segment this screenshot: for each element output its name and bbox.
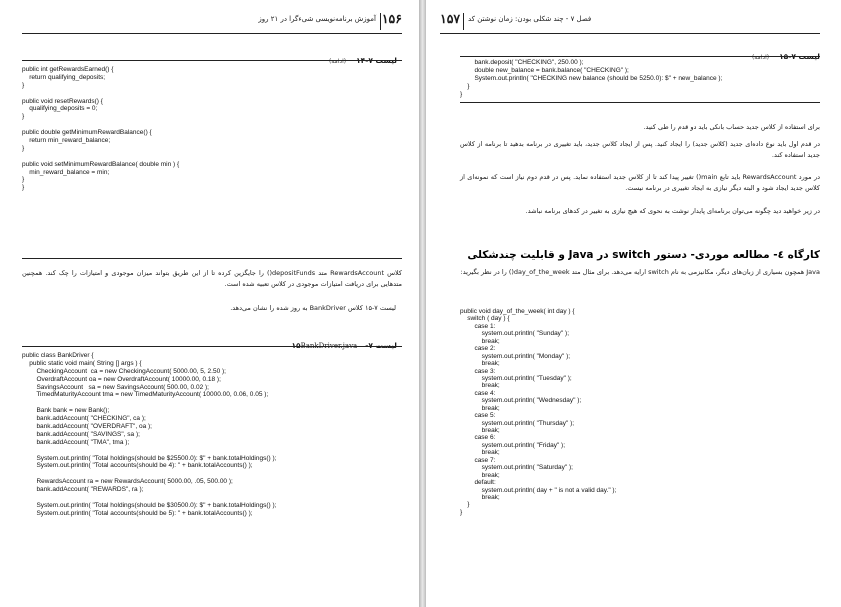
code-line: break;: [460, 427, 500, 434]
code-line: break;: [460, 449, 500, 457]
code-line: [22, 470, 276, 478]
code-line: case 6:: [460, 434, 496, 442]
right-page-number: ۱۵۷: [440, 11, 461, 26]
header-divider: [380, 13, 381, 30]
code-line: qualifying_deposits = 0;: [22, 105, 98, 113]
code-line: case 7:: [460, 456, 496, 464]
listing-15-code: [22, 352, 276, 518]
code-line: }: [22, 81, 25, 89]
code-line: break;: [460, 337, 500, 345]
code-line: switch ( day ) {: [460, 315, 510, 323]
switch-intro-paragraph: Java همچون بسیاری از زبان‌های دیگر، مکانیزمی به نام switch ارایه می‌دهد. برای مثال متد day_of_the_week() را در نظر بگیرید:: [460, 268, 820, 276]
right-header-title: فصل ۷ - چند شکلی بودن: زمان نوشتن کد: [468, 15, 592, 23]
code-line: break;: [460, 360, 500, 368]
code-line: system.out.println( "Thursday" );: [460, 419, 575, 427]
code-line: min_reward_balance = min;: [22, 168, 110, 176]
code-line: public double getMinimumRewardBalance() {: [22, 129, 152, 137]
left-paragraph-1: کلاس RewardsAccount متد depositFunds() را جایگزین کرده تا از این طریق بتواند میزان موجودی و امتیازات را چک کند. همچنین متدهایی برای دریافت امتیازات موجودی در کلاس تعبیه شده است.: [22, 269, 402, 289]
code-line: double new_balance = bank.balance( "CHECKING" );: [460, 66, 629, 74]
code-line: break;: [460, 493, 500, 501]
code-line: [22, 447, 276, 455]
code-line: case 3:: [460, 367, 496, 375]
code-line: bank.deposit( "CHECKING", 250.00 );: [460, 59, 584, 66]
code-line: SavingsAccount sa = new SavingsAccount( 500.00, 0.02 );: [22, 383, 209, 391]
book-spine: [419, 0, 426, 607]
right-paragraph-3: در مورد RewardsAccount باید تابع main() تغییر پیدا کند تا از کلاس جدید استفاده نماید. پس در قدم دوم نیاز است که نمونه‌ای از کلاس جدید ایجاد شود و البته دیگر نیازی به ایجاد تغییری در برنامه نیست.: [460, 173, 820, 193]
left-page-header: [22, 11, 402, 34]
code-line: System.out.println( "Total accounts(should be 5): " + bank.totalAccounts() );: [22, 509, 253, 517]
code-line: }: [460, 82, 470, 90]
code-line: public void day_of_the_week( int day ) {: [460, 308, 575, 315]
listing-15-cont-top-rule: [460, 56, 820, 57]
listing-15-caption: [291, 333, 397, 350]
code-line: public void setMinimumRewardBalance( double min ) {: [22, 160, 180, 168]
header-divider: [463, 13, 464, 30]
code-line: bank.addAccount( "REWARDS", ra );: [22, 486, 144, 494]
code-line: system.out.println( "Sunday" );: [460, 330, 570, 338]
code-line: [22, 494, 276, 502]
code-line: return min_reward_balance;: [22, 137, 111, 145]
code-line: System.out.println( "Total accounts(should be 4): " + bank.totalAccounts() );: [22, 462, 253, 470]
code-line: public int getRewardsEarned() {: [22, 66, 114, 73]
code-line: bank.addAccount( "OVERDRAFT", oa );: [22, 423, 152, 431]
code-line: }: [22, 176, 25, 184]
listing-15-cont-caption: [751, 44, 820, 61]
left-page: [0, 0, 419, 607]
code-line: System.out.println( "Total holdings(should be $25500.0): $" + bank.totalHoldings() );: [22, 454, 277, 462]
left-header-title: آموزش برنامه‌نویسی شیءگرا در ۲۱ روز: [258, 15, 376, 23]
code-line: case 4:: [460, 389, 496, 397]
left-page-number: ۱۵۶: [381, 11, 402, 26]
listing-14-top-rule: [22, 60, 402, 61]
workshop-heading: کارگاه ٤- مطالعه موردی- دستور switch در Java و قابلیت چندشکلی: [467, 249, 820, 261]
code-line: break;: [460, 471, 500, 479]
listing-14-code: [22, 66, 179, 192]
code-line: RewardsAccount ra = new RewardsAccount( 5000.00, .05, 500.00 );: [22, 478, 233, 486]
code-line: }: [22, 113, 25, 121]
listing-15-label: لیست ۷-۱۵: [291, 341, 397, 350]
code-line: OverdraftAccount oa = new OverdraftAccount( 10000.00, 0.18 );: [22, 375, 221, 383]
code-line: return qualifying_deposits;: [22, 73, 106, 81]
code-line: system.out.println( "Wednesday" );: [460, 397, 582, 405]
listing-14-continued: (ادامه): [328, 58, 347, 65]
left-paragraph-2: لیست ۷-۱۵ کلاس BankDriver به روز شده را نشان می‌دهد.: [230, 304, 396, 312]
listing-14-caption: [328, 48, 397, 65]
code-line: public class BankDriver {: [22, 352, 94, 359]
code-line: break;: [460, 404, 500, 412]
code-line: [22, 90, 179, 98]
code-line: default:: [460, 479, 496, 487]
code-line: }: [460, 508, 463, 516]
code-line: }: [460, 90, 463, 98]
code-line: bank.addAccount( "CHECKING", ca );: [22, 415, 146, 423]
code-line: system.out.println( "Friday" );: [460, 441, 566, 449]
switch-example-code: [460, 308, 616, 516]
code-line: [22, 121, 179, 129]
right-paragraph-1: برای استفاده از کلاس جدید حساب بانکی باید دو قدم را طی کنید.: [643, 123, 820, 131]
code-line: bank.addAccount( "TMA", tma );: [22, 438, 130, 446]
code-line: }: [22, 184, 25, 192]
code-line: [22, 153, 179, 161]
code-line: CheckingAccount ca = new CheckingAccount( 5000.00, 5, 2.50 );: [22, 367, 226, 375]
code-line: case 1:: [460, 322, 496, 330]
code-line: break;: [460, 382, 500, 390]
code-line: public static void main( String [] args ) {: [22, 359, 142, 367]
code-line: [22, 399, 276, 407]
listing-15-filename: BankDriver.java: [300, 342, 358, 350]
code-line: system.out.println( day + " is not a valid day." );: [460, 486, 617, 494]
code-line: system.out.println( "Monday" );: [460, 352, 571, 360]
listing-15-top-rule: [22, 346, 402, 347]
listing-15-cont-code: [460, 59, 722, 98]
listing-14-bottom-rule: [22, 258, 402, 259]
code-line: case 5:: [460, 412, 496, 420]
listing-15-cont-bottom-rule: [460, 102, 820, 103]
code-line: }: [22, 144, 25, 152]
listing-15-cont-continued: (ادامه): [751, 54, 770, 61]
code-line: bank.addAccount( "SAVINGS", sa );: [22, 430, 140, 438]
listing-15-cont-label: لیست ۷-۱۵: [779, 52, 820, 61]
code-line: Bank bank = new Bank();: [22, 407, 110, 415]
code-line: system.out.println( "Tuesday" );: [460, 374, 572, 382]
right-paragraph-2: در قدم اول باید نوع داده‌ای جدید (کلاس جدید) را ایجاد کنید. پس از ایجاد کلاس جدید، باید تغییری در برنامه بدهید تا برنامه از کلاس جدید استفاده کند.: [460, 140, 820, 160]
code-line: public void resetRewards() {: [22, 97, 103, 105]
right-page: [426, 0, 841, 607]
code-line: }: [460, 501, 470, 509]
code-line: TimedMaturityAccount tma = new TimedMaturityAccount( 10000.00, 0.06, 0.05 );: [22, 391, 269, 399]
code-line: System.out.println( "CHECKING new balance (should be 5250.0): $" + new_balance );: [460, 74, 723, 82]
right-paragraph-4: در زیر خواهید دید چگونه می‌توان برنامه‌ای پایدار نوشت به نحوی که هیچ نیازی به تغییر در کدهای برنامه نباشد.: [525, 207, 820, 215]
code-line: System.out.println( "Total holdings(should be $30500.0): $" + bank.totalHoldings() );: [22, 501, 277, 509]
code-line: case 2:: [460, 345, 496, 353]
right-page-header: [440, 11, 820, 34]
code-line: system.out.println( "Saturday" );: [460, 464, 573, 472]
listing-14-label: لیست ۷-۱۴: [356, 56, 397, 65]
